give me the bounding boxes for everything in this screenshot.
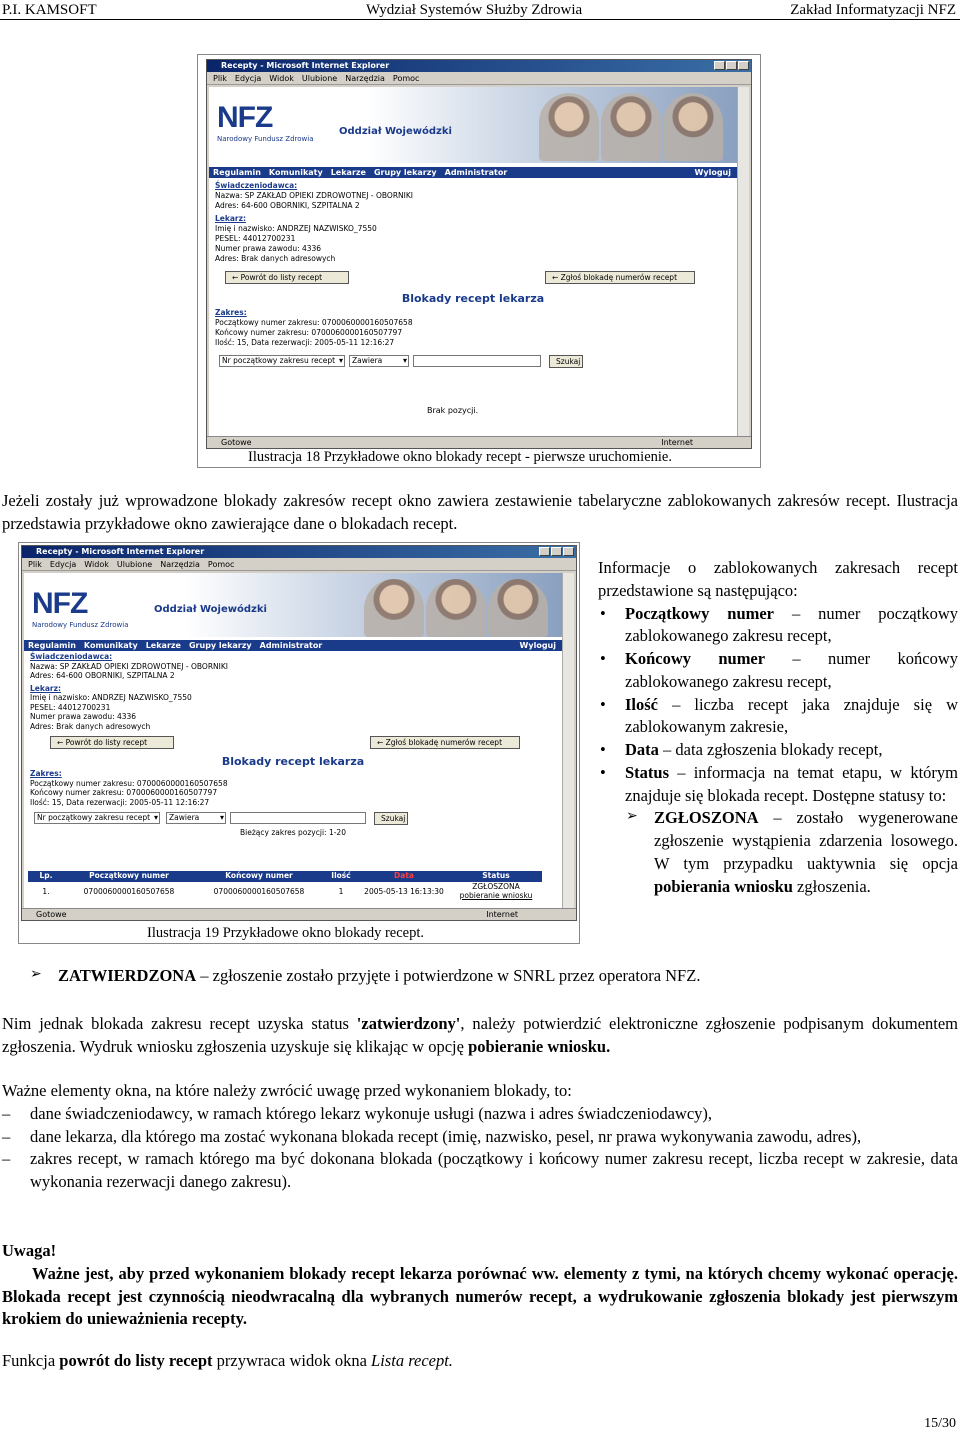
menu-edycja[interactable]: Edycja xyxy=(234,74,262,83)
page-heading: Blokady recept lekarza xyxy=(401,292,545,305)
range-end: Końcowy numer zakresu: 0700060000160507797 xyxy=(215,328,403,338)
doctor-license: Numer prawa zawodu: 4336 xyxy=(215,244,322,253)
search-operator-select[interactable]: Zawiera ▾ xyxy=(166,812,226,824)
range-start: Początkowy numer zakresu: 0700060000160507658 xyxy=(215,318,413,328)
vertical-scrollbar[interactable] xyxy=(562,573,574,908)
range-label: Zakres: xyxy=(215,308,247,318)
list-item: • Początkowy numer – numer początkowy zablokowanego zakresu recept, xyxy=(598,603,958,649)
illustration-18-frame xyxy=(197,54,761,468)
cell-start-number: 0700060000160507658 xyxy=(83,886,175,896)
logout-link[interactable]: Wyloguj xyxy=(694,168,731,177)
download-request-link[interactable]: pobieranie wniosku xyxy=(459,891,533,900)
range-label: Zakres: xyxy=(30,769,62,779)
paragraph-approval: Nim jednak blokada zakresu recept uzyska status 'zatwierdzony', należy potwierdzić elektroniczne zgłoszenie podpisanym dokumentem zgłoszenia. Wydruk wniosku zgłoszenia uzyskuje się klikając w opcję pobieranie wniosku. xyxy=(2,1014,959,1056)
browser-content xyxy=(209,87,737,436)
cell-end-number: 0700060000160507658 xyxy=(213,886,305,896)
nav-regulamin[interactable]: Regulamin xyxy=(28,641,76,650)
menu-narzedzia[interactable]: Narzędzia xyxy=(345,74,385,83)
nav-lekarze[interactable]: Lekarze xyxy=(145,641,181,650)
branch-title: Oddział Wojewódzki xyxy=(339,126,452,137)
col-lp[interactable]: Lp. xyxy=(28,871,64,882)
blocks-table xyxy=(28,871,542,900)
search-field-select[interactable]: Nr początkowy zakresu recept ▾ xyxy=(34,812,160,824)
maximize-icon[interactable] xyxy=(726,61,737,70)
back-to-list-button[interactable]: ← Powrót do listy recept xyxy=(225,271,349,284)
browser-title: Recepty - Microsoft Internet Explorer xyxy=(221,61,390,70)
page-heading: Blokady recept lekarza xyxy=(221,755,365,768)
nav-regulamin[interactable]: Regulamin xyxy=(213,168,261,177)
banner-photo xyxy=(539,93,599,161)
nav-komunikaty[interactable]: Komunikaty xyxy=(268,168,323,177)
search-row xyxy=(215,355,731,369)
page-number: 15/30 xyxy=(924,1416,956,1431)
banner-photo xyxy=(364,579,424,637)
warning-title: Uwaga! xyxy=(2,1241,57,1260)
nav-komunikaty[interactable]: Komunikaty xyxy=(83,641,138,650)
search-input[interactable] xyxy=(413,355,541,367)
cell-qty: 1 xyxy=(338,886,344,896)
col-start-number[interactable]: Początkowy numer xyxy=(64,871,194,882)
nfz-logo-subtitle: Narodowy Fundusz Zdrowia xyxy=(217,135,314,143)
status-item-zgloszona: ➢ ZGŁOSZONA – zostało wygenerowane zgłoszenie wystąpienia zdarzenia losowego. W tym przypadku uaktywnia się opcja pobierania wniosku zgłoszenia. xyxy=(598,807,958,898)
browser-window xyxy=(21,545,577,921)
list-item: – dane świadczeniodawcy, w ramach którego lekarz wykonuje usługi (nazwa i adres świadczeniodawcy), xyxy=(2,1103,958,1126)
search-field-select[interactable]: Nr początkowy zakresu recept ▾ xyxy=(219,355,345,367)
doctor-name: Imię i nazwisko: ANDRZEJ NAZWISKO_7550 xyxy=(30,693,192,702)
list-item: – zakres recept, w ramach którego ma być dokonana blokada (początkowy i końcowy numer zakresu recept, liczba recept w zakresie, data wykonania rezerwacji danego zakresu). xyxy=(2,1148,958,1194)
provider-name: Nazwa: SP ZAKŁAD OPIEKI ZDROWOTNEJ - OBORNIKI xyxy=(215,191,413,200)
browser-titlebar xyxy=(207,60,751,72)
important-intro: Ważne elementy okna, na które należy zwrócić uwagę przed wykonaniem blokady, to: xyxy=(2,1081,572,1100)
doctor-label: Lekarz: xyxy=(30,683,61,693)
status-text: Gotowe xyxy=(221,438,252,447)
cell-date: 2005-05-13 16:13:30 xyxy=(364,886,444,896)
nfz-banner xyxy=(209,87,737,163)
caption-ill19: Ilustracja 19 Przykładowe okno blokady recept. xyxy=(147,925,425,941)
header-right: Zakład Informatyzacji NFZ xyxy=(790,2,956,18)
range-info xyxy=(209,308,737,351)
search-input[interactable] xyxy=(230,812,366,824)
provider-label: Świadczeniodawca: xyxy=(215,181,298,190)
cell-lp: 1. xyxy=(42,886,50,896)
doctor-pesel: PESEL: 44012700231 xyxy=(30,702,111,712)
action-row xyxy=(215,271,731,287)
nfz-logo: NFZ xyxy=(217,101,273,134)
doctor-label: Lekarz: xyxy=(215,214,246,223)
status-value: ZGŁOSZONA xyxy=(472,882,520,891)
site-navbar xyxy=(209,167,737,178)
range-start: Początkowy numer zakresu: 0700060000160507658 xyxy=(30,778,228,788)
important-list xyxy=(2,1103,958,1194)
doctor-license: Numer prawa zawodu: 4336 xyxy=(30,712,137,721)
menu-widok[interactable]: Widok xyxy=(269,74,294,83)
header-left: P.I. KAMSOFT xyxy=(2,2,97,18)
col-end-number[interactable]: Końcowy numer xyxy=(194,871,324,882)
list-item: – dane lekarza, dla którego ma zostać wykonana blokada recept (imię, nazwisko, pesel, nr prawa wykonywania zawodu, adres), xyxy=(2,1126,958,1149)
nfz-logo: NFZ xyxy=(32,587,88,620)
right-column xyxy=(598,557,958,898)
status-item-zatwierdzona: ➢ ZATWIERDZONA – zgłoszenie zostało przyjęte i potwierdzone w SNRL przez operatora NFZ. xyxy=(2,965,958,988)
caption-ill18: Ilustracja 18 Przykładowe okno blokady recept - pierwsze uruchomienie. xyxy=(248,449,672,465)
menu-edycja[interactable]: Edycja xyxy=(49,560,77,569)
doctor-pesel: PESEL: 44012700231 xyxy=(215,234,296,243)
menu-plik[interactable]: Plik xyxy=(28,560,42,569)
intro-paragraph: Jeżeli zostały już wprowadzone blokady zakresów recept okno zawiera zestawienie tabelaryczne zablokowanych zakresów recept. Ilustracja przedstawia przykładowe okno zawierające dane o blokadach recept. xyxy=(2,491,958,533)
provider-label: Świadczeniodawca: xyxy=(30,652,113,661)
list-item: • Data – data zgłoszenia blokady recept, xyxy=(598,739,958,762)
menu-widok[interactable]: Widok xyxy=(84,560,109,569)
table-header-row xyxy=(28,871,542,882)
vertical-scrollbar[interactable] xyxy=(737,87,749,436)
warning-block xyxy=(2,1240,958,1331)
column-intro: Informacje o zablokowanych zakresach recept przedstawione są następująco: xyxy=(598,558,958,600)
menu-ulubione[interactable]: Ulubione xyxy=(116,560,153,569)
provider-address: Adres: 64-600 OBORNIKI, SZPITALNA 2 xyxy=(215,201,360,210)
menu-pomoc[interactable]: Pomoc xyxy=(392,74,420,83)
provider-address: Adres: 64-600 OBORNIKI, SZPITALNA 2 xyxy=(30,671,175,680)
paragraph-last: Funkcja powrót do listy recept przywraca widok okna Lista recept. xyxy=(2,1351,453,1370)
banner-photo xyxy=(426,579,486,637)
browser-menubar xyxy=(22,558,576,571)
site-navbar xyxy=(24,640,562,651)
status-zone: Internet xyxy=(486,910,518,919)
col-date[interactable]: Data xyxy=(358,871,450,882)
doctor-address: Adres: Brak danych adresowych xyxy=(30,721,151,731)
nav-administrator[interactable]: Administrator xyxy=(259,641,323,650)
report-block-button[interactable]: ← Zgłoś blokadę numerów recept xyxy=(545,271,695,284)
banner-photo xyxy=(663,93,723,161)
branch-title: Oddział Wojewódzki xyxy=(154,604,267,615)
doctor-name: Imię i nazwisko: ANDRZEJ NAZWISKO_7550 xyxy=(215,224,377,233)
action-row xyxy=(30,736,556,752)
warning-body: Ważne jest, aby przed wykonaniem blokady recept lekarza porównać ww. elementy z tymi, na których chcemy wykonać operację. Blokada recept jest czynnością nieodwracalną dla wybranych numerów recept, a wydrukowanie zgłoszenia blokady jest pierwszym krokiem do unieważnienia recepty. xyxy=(2,1263,958,1329)
menu-pomoc[interactable]: Pomoc xyxy=(207,560,235,569)
table-row xyxy=(28,882,542,900)
pager-info: Bieżący zakres pozycji: 1-20 xyxy=(240,828,346,838)
nav-grupy-lekarzy[interactable]: Grupy lekarzy xyxy=(188,641,252,650)
search-operator-select[interactable]: Zawiera ▾ xyxy=(349,355,409,367)
search-button[interactable]: Szukaj xyxy=(374,812,408,825)
report-block-button[interactable]: ← Zgłoś blokadę numerów recept xyxy=(370,736,520,749)
nfz-banner xyxy=(24,573,562,637)
nav-administrator[interactable]: Administrator xyxy=(444,168,508,177)
logout-link[interactable]: Wyloguj xyxy=(519,641,556,650)
provider-info xyxy=(24,651,562,734)
maximize-icon[interactable] xyxy=(551,547,562,556)
browser-menubar xyxy=(207,72,751,85)
list-item: • Status – informacja na temat etapu, w którym znajduje się blokada recept. Dostępne statusy to: xyxy=(598,762,958,808)
illustration-19-frame xyxy=(18,542,580,944)
provider-info xyxy=(209,178,737,267)
banner-photo xyxy=(488,579,548,637)
browser-window xyxy=(206,59,752,449)
browser-title: Recepty - Microsoft Internet Explorer xyxy=(36,547,205,556)
paragraph-important xyxy=(2,1080,958,1194)
close-icon[interactable] xyxy=(563,547,574,556)
back-to-list-button[interactable]: ← Powrót do listy recept xyxy=(50,736,174,749)
range-count: Ilość: 15, Data rezerwacji: 2005-05-11 12:16:27 xyxy=(215,338,395,348)
browser-titlebar xyxy=(22,546,576,558)
list-item: • Ilość – liczba recept jaka znajduje się w zablokowanym zakresie, xyxy=(598,694,958,740)
status-text: Gotowe xyxy=(36,910,67,919)
banner-photo xyxy=(601,93,661,161)
nfz-logo-subtitle: Narodowy Fundusz Zdrowia xyxy=(32,621,129,629)
minimize-icon[interactable] xyxy=(539,547,550,556)
search-button[interactable]: Szukaj xyxy=(549,355,583,368)
range-count: Ilość: 15, Data rezerwacji: 2005-05-11 12:16:27 xyxy=(30,797,210,807)
doctor-address: Adres: Brak danych adresowych xyxy=(215,254,336,263)
menu-narzedzia[interactable]: Narzędzia xyxy=(160,560,200,569)
minimize-icon[interactable] xyxy=(714,61,725,70)
menu-plik[interactable]: Plik xyxy=(213,74,227,83)
browser-statusbar xyxy=(22,908,577,920)
cell-status xyxy=(450,882,542,900)
field-list xyxy=(598,603,958,808)
col-qty[interactable]: Ilość xyxy=(324,871,358,882)
nav-grupy-lekarzy[interactable]: Grupy lekarzy xyxy=(373,168,437,177)
nav-lekarze[interactable]: Lekarze xyxy=(330,168,366,177)
range-info xyxy=(24,769,562,810)
empty-message: Brak pozycji. xyxy=(427,406,479,415)
header-center: Wydział Systemów Służby Zdrowia xyxy=(366,2,583,18)
menu-ulubione[interactable]: Ulubione xyxy=(301,74,338,83)
close-icon[interactable] xyxy=(738,61,749,70)
list-item: • Końcowy numer – numer końcowy zablokowanego zakresu recept, xyxy=(598,648,958,694)
browser-content xyxy=(24,573,562,908)
provider-name: Nazwa: SP ZAKŁAD OPIEKI ZDROWOTNEJ - OBORNIKI xyxy=(30,661,228,671)
range-end: Końcowy numer zakresu: 0700060000160507797 xyxy=(30,788,218,798)
status-zone: Internet xyxy=(661,438,693,447)
col-status[interactable]: Status xyxy=(450,871,542,882)
search-row xyxy=(30,812,556,826)
running-header xyxy=(0,0,960,20)
